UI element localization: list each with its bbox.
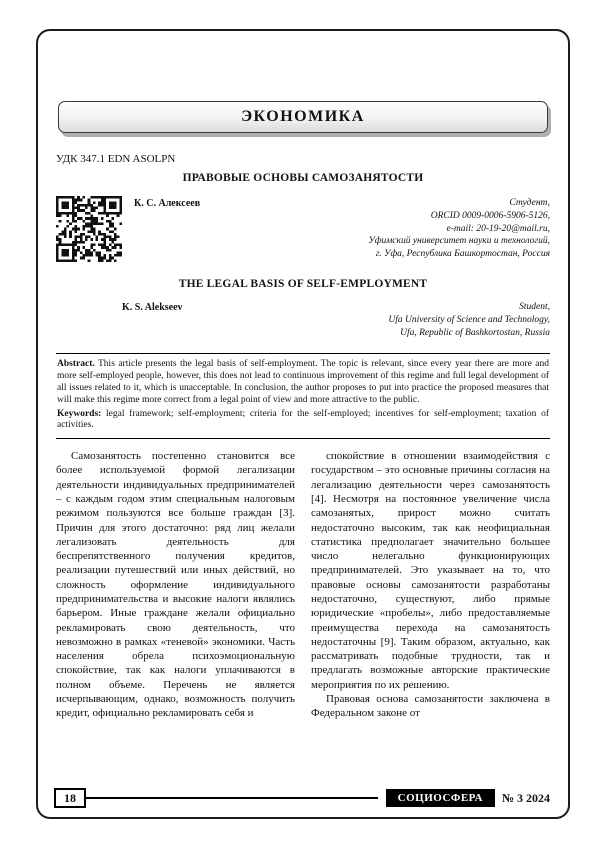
paragraph: Правовая основа самозанятости заключена в Федеральном законе от: [311, 693, 550, 720]
abstract-label: Abstract.: [57, 359, 95, 370]
author-affiliation-en: [183, 300, 550, 339]
affiliation-line: Ufa University of Science and Technology,: [388, 314, 550, 325]
page-number: 18: [54, 788, 86, 808]
issue-number: № 3 2024: [501, 790, 550, 805]
affiliation-line: ORCID 0009-0006-5906-5126,: [430, 210, 550, 221]
udk-code: УДК 347.1 EDN ASOLPN: [56, 153, 176, 165]
keywords-label: Keywords:: [57, 408, 102, 419]
author-name-ru: К. С. Алексеев: [134, 198, 201, 209]
journal-imprint: [378, 789, 552, 807]
affiliation-line: Ufa, Republic of Bashkortostan, Russia: [400, 327, 550, 338]
affiliation-line: Student,: [519, 302, 550, 312]
author-block-en: [56, 300, 550, 339]
paragraph: спокойствие в отношении взаимодействия с государством – это основные причины согласия на легализацию деятельности через самозанятость [4]. Несмотря на постоянное увеличение числа самозанятых, прирост можно считать недостаточно высоким, так как неофициальная статистика предполагает значительно большее число нелегально функционирующих предпринимателей. Это указывает на то, что правовые основы самозанятости разработаны недостаточно, существуют, либо прямые юридические «пробелы», либо предоставляемые преимущества перехода на самозанятость недостаточны [9]. Таким образом, актуально, как рассматривать подобные трудности, так и предлагать возможные авторские практические мероприятия по их решению.: [311, 450, 550, 691]
article-title-ru: ПРАВОВЫЕ ОСНОВЫ САМОЗАНЯТОСТИ: [182, 172, 424, 184]
abstract-text: This article presents the legal basis of self-employment. The topic is relevant, since every year there are more and more self-employed people, however, this does not lead to continuous improvement of this regime and full legal development of all issues related to it, which is unacceptable. In conclusion, the author proposes to put into practice the proposed measures that will make this regime more correct from a legal point of view and more attractive to the public.: [57, 359, 549, 405]
page-border: [36, 29, 570, 819]
paragraph: Самозанятость постепенно становится все более используемой формой легализации деятельности индивидуальных предпринимателей – с каждым годом этим специальным налоговым режимом пользуются все больше граждан [3]. Причин для этого достаточно: ряд лиц желали легализовать деятельность для беспрепятственного получения кредитов, реализации путешествий или иных действий, но сложность оформление индивидуального предпринимательства и высокие налоги являлись барьером. Иные граждане желали официально рекламировать свою деятельность, что невозможно в рамках «теневой» экономики. Часть населения обрела психоэмоциональную спокойствие, так как налоги уплачиваются в полном объеме. Перечень не является исчерпывающим, однако, возможность получить кредит, официально рекламировать себя и: [56, 450, 295, 720]
journal-name: СОЦИОСФЕРА: [386, 789, 495, 807]
section-banner: ЭКОНОМИКА: [58, 101, 548, 133]
abstract-paragraph: [57, 359, 549, 406]
body-column-right: [311, 449, 550, 721]
affiliation-line: e-mail: 20-19-20@mail.ru,: [446, 223, 550, 234]
abstract-section: [56, 353, 550, 439]
page-footer: [54, 786, 552, 810]
author-affiliation-ru: [200, 196, 550, 261]
keywords-paragraph: [57, 409, 549, 433]
author-block-ru: [56, 196, 550, 262]
article-body: [56, 449, 550, 721]
author-name-en: K. S. Alekseev: [122, 302, 183, 313]
article-title-en: THE LEGAL BASIS OF SELF-EMPLOYMENT: [178, 278, 428, 290]
affiliation-line: г. Уфа, Республика Башкортостан, Россия: [375, 249, 550, 260]
body-column-left: [56, 449, 295, 721]
affiliation-line: Уфимский университет науки и технологий,: [368, 236, 550, 247]
qr-code-icon: [56, 196, 122, 262]
keywords-text: legal framework; self-employment; criteria for the self-employed; incentives for self-employment; taxation of activities.: [57, 408, 549, 431]
affiliation-line: Студент,: [509, 198, 550, 208]
